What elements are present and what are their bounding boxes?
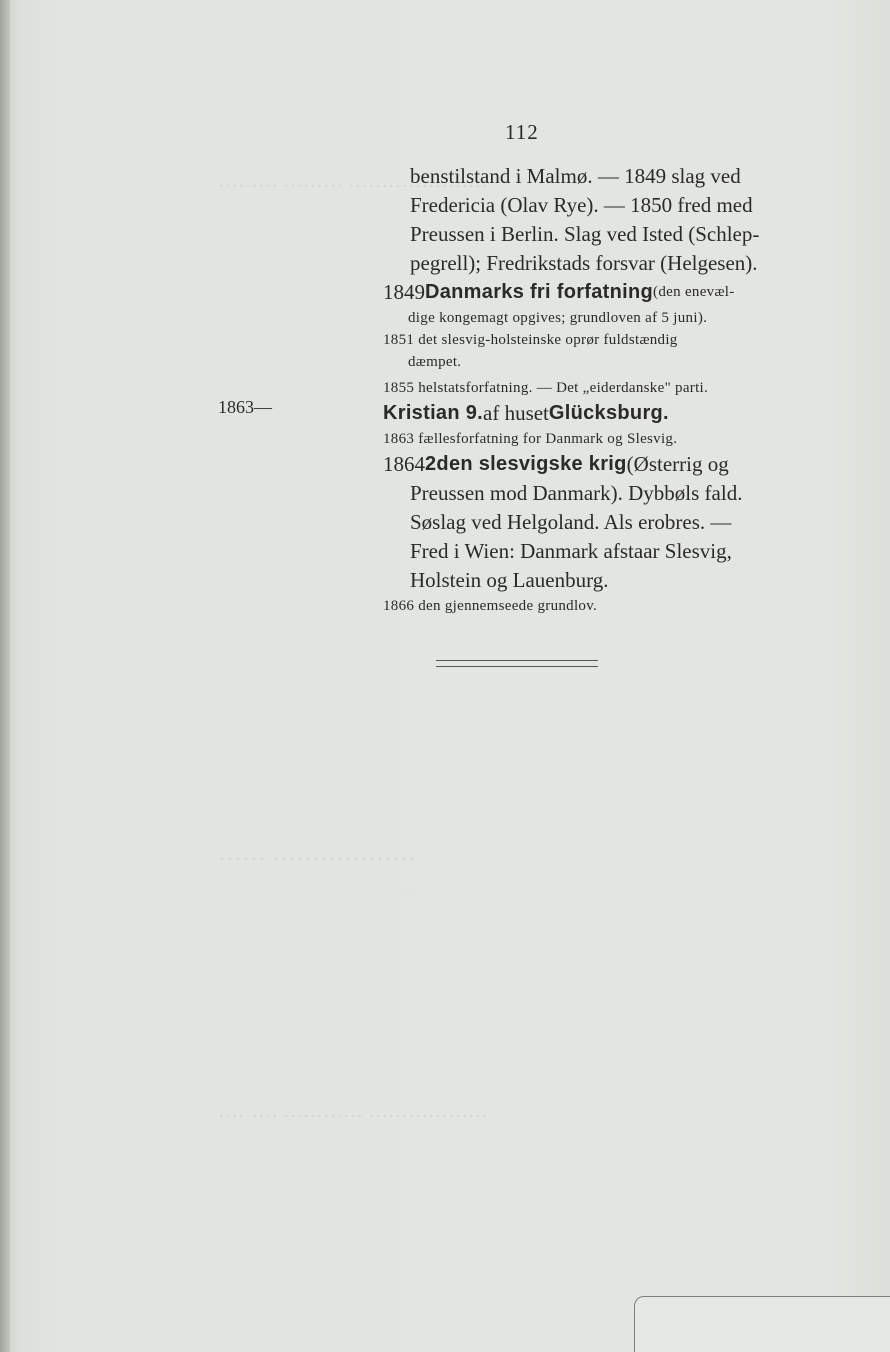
text-block [383, 162, 820, 617]
bleed-through: ………………… ……… ……… [218, 170, 488, 192]
text-line: 1855 helstatsforfatning. — Det „eiderdanske" parti. [383, 380, 709, 396]
text-line: Preussen i Berlin. Slag ved Isted (Schlep- [410, 222, 760, 246]
section-divider [436, 660, 598, 667]
index-tab [634, 1296, 890, 1352]
text-line: 1849 Danmarks fri forfatning (den enevæl- [383, 280, 735, 304]
text-line: Kristian 9. af huset Glücksburg. [383, 401, 669, 425]
bleed-through: ……………… ………… ……… [218, 1100, 488, 1122]
text-line: Preussen mod Danmark). Dybbøls fald. [410, 481, 743, 505]
bleed-through: ……………… …… [218, 840, 416, 866]
text-line: Fredericia (Olav Rye). — 1850 fred med [410, 193, 753, 217]
text-line: 1851 det slesvig-holsteinske oprør fuldstændig [383, 332, 678, 348]
text-line: Fred i Wien: Danmark afstaar Slesvig, [410, 539, 732, 563]
book-spine [0, 0, 10, 1352]
text-line: 1864 2den slesvigske krig (Østerrig og [383, 452, 729, 476]
text-line: benstilstand i Malmø. — 1849 slag ved [410, 164, 741, 188]
page-number: 112 [505, 120, 539, 144]
text-line: dæmpet. [408, 354, 462, 370]
text-line: 1863 fællesforfatning for Danmark og Slesvig. [383, 431, 678, 447]
text-line: dige kongemagt opgives; grundloven af 5 juni). [408, 310, 708, 326]
text-line: Holstein og Lauenburg. [410, 568, 609, 592]
text-line: Søslag ved Helgoland. Als erobres. — [410, 510, 732, 534]
text-line: 1866 den gjennemseede grundlov. [383, 598, 598, 614]
margin-date: 1863— [218, 397, 272, 417]
text-line: pegrell); Fredrikstads forsvar (Helgesen). [410, 251, 758, 275]
